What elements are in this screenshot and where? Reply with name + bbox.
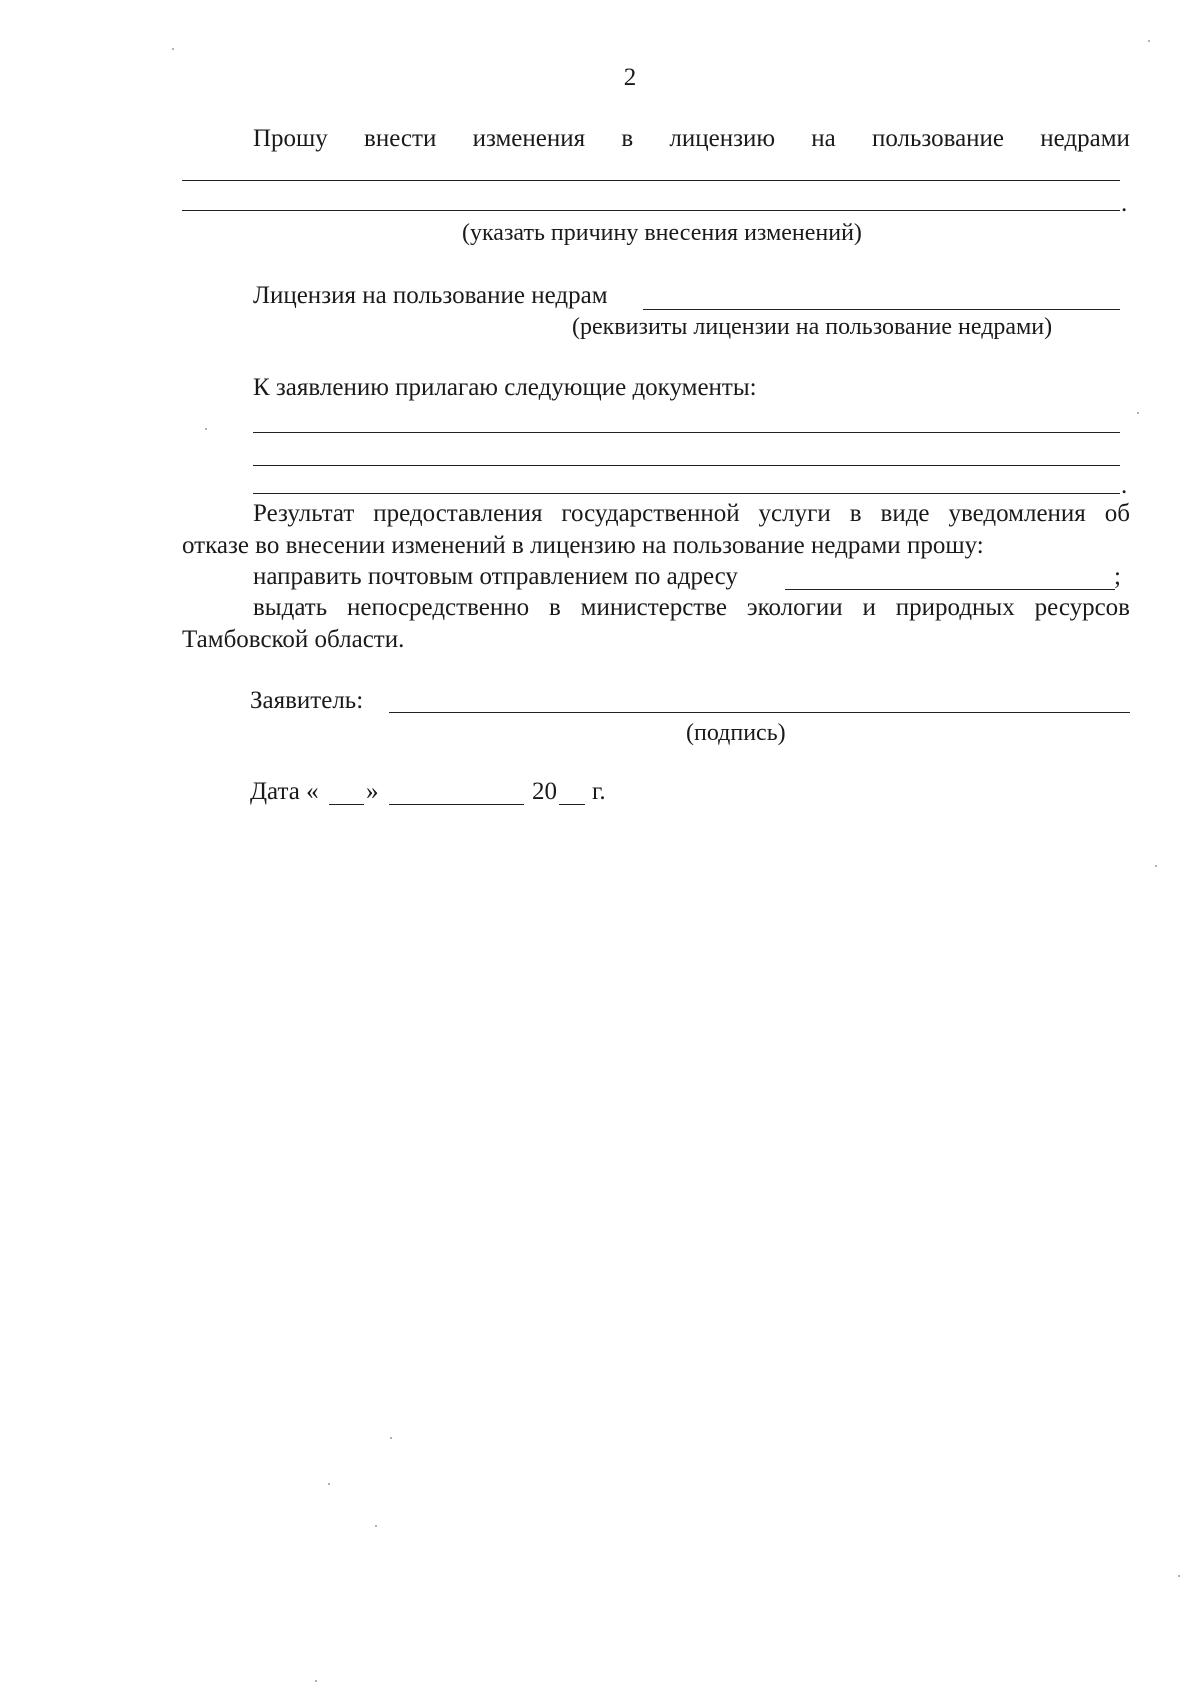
scan-speck xyxy=(205,428,207,430)
attachments-end-dot: . xyxy=(1121,472,1128,499)
reason-fill-line-2 xyxy=(182,210,1120,211)
scan-speck xyxy=(172,48,174,50)
option-issue-word: природных xyxy=(895,594,1015,621)
date-day-fill-line xyxy=(329,804,364,805)
date-label: Дата « xyxy=(250,778,319,805)
address-fill-line xyxy=(785,589,1115,590)
option-issue-word: и xyxy=(862,594,876,621)
request-line xyxy=(253,124,1130,154)
scan-speck xyxy=(1155,865,1157,867)
option-issue-word: экологии xyxy=(746,594,843,621)
scan-speck xyxy=(375,1525,377,1527)
license-label: Лицензия на пользование недрам xyxy=(253,282,608,309)
attachments-label: К заявлению прилагаю следующие документы: xyxy=(253,374,757,401)
option-issue-word: выдать xyxy=(253,594,328,621)
attachments-fill-line-1 xyxy=(253,432,1120,433)
option-issue-line xyxy=(253,593,1130,623)
option-mail-end: ; xyxy=(1114,563,1121,590)
date-year-suffix: г. xyxy=(592,778,606,805)
signature-fill-line xyxy=(389,712,1130,713)
signature-caption: (подпись) xyxy=(686,720,786,746)
scan-speck xyxy=(1178,1575,1180,1577)
reason-fill-line-1 xyxy=(182,180,1120,181)
scan-speck xyxy=(328,1483,330,1485)
date-year-fill-line xyxy=(559,804,585,805)
date-month-fill-line xyxy=(389,804,524,805)
option-issue-word: в xyxy=(548,594,561,621)
request-word: внести xyxy=(364,125,437,152)
result-line-2: отказе во внесении изменений в лицензию на пользование недрами прошу: xyxy=(182,532,984,559)
page-number: 2 xyxy=(623,64,637,91)
request-word: пользование xyxy=(871,125,1005,152)
request-word: изменения xyxy=(472,125,586,152)
scan-speck xyxy=(1148,40,1150,42)
scan-speck xyxy=(390,1437,392,1439)
license-fill-line xyxy=(643,309,1120,310)
scan-speck xyxy=(1137,412,1139,414)
option-issue-word: министерстве xyxy=(580,594,727,621)
request-word: в xyxy=(621,125,634,152)
request-word: на xyxy=(811,125,836,152)
attachments-fill-line-3 xyxy=(253,493,1120,494)
option-issue-word: непосредственно xyxy=(346,594,530,621)
option-mail-label: направить почтовым отправлением по адресу xyxy=(253,563,738,590)
reason-caption: (указать причину внесения изменений) xyxy=(462,220,862,246)
result-line-1: Результат предоставления государственной услуги в виде уведомления об xyxy=(253,500,1130,527)
option-issue-continued: Тамбовской области. xyxy=(182,626,405,653)
date-year-prefix: 20 xyxy=(532,778,557,805)
request-word: лицензию xyxy=(669,125,776,152)
request-word: недрами xyxy=(1040,125,1130,152)
applicant-label: Заявитель: xyxy=(250,687,364,714)
request-word: Прошу xyxy=(253,125,328,152)
license-caption: (реквизиты лицензии на пользование недрами) xyxy=(572,314,1053,340)
date-close-quote: » xyxy=(366,778,379,805)
attachments-fill-line-2 xyxy=(253,465,1120,466)
scan-speck xyxy=(315,1680,317,1682)
reason-end-dot: . xyxy=(1121,190,1128,217)
option-issue-word: ресурсов xyxy=(1034,594,1130,621)
